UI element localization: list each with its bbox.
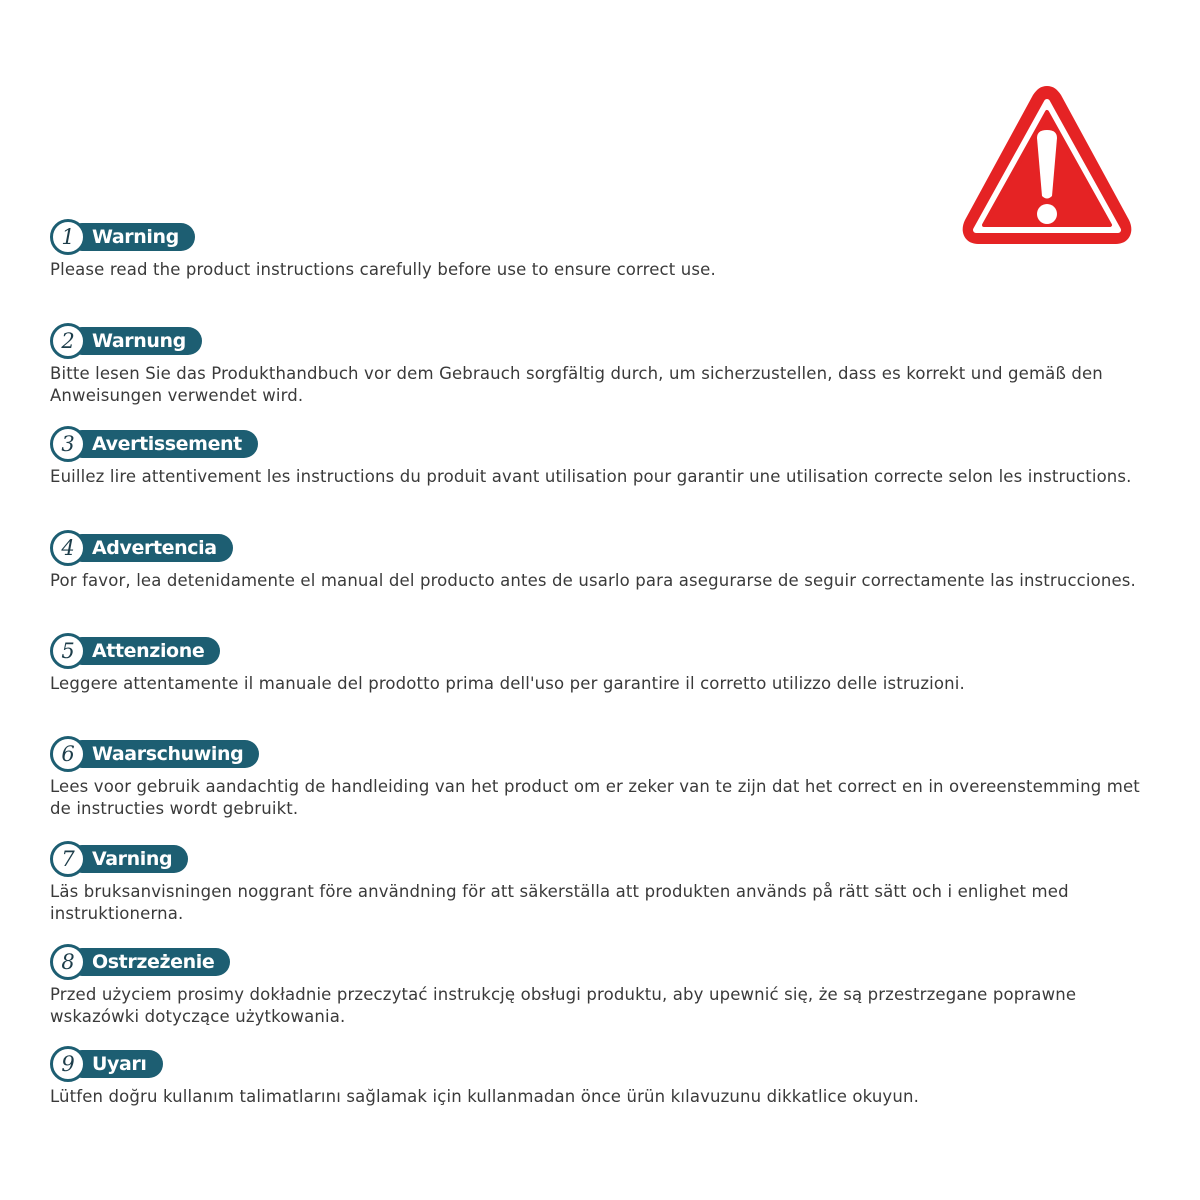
section-badge [50, 841, 1160, 877]
section-number: 6 [61, 741, 75, 766]
warning-section-8 [50, 944, 1160, 1028]
section-badge [50, 736, 1160, 772]
title-pill [68, 637, 220, 665]
warning-section-5 [50, 633, 1160, 695]
section-text: Leggere attentamente il manuale del prodotto prima dell'uso per garantire il corretto utilizzo delle istruzioni. [50, 674, 965, 693]
number-circle [50, 219, 86, 255]
section-title: Avertissement [92, 433, 242, 455]
warning-section-6 [50, 736, 1160, 820]
title-pill [68, 430, 258, 458]
section-title: Warnung [92, 330, 186, 352]
number-circle [50, 1046, 86, 1082]
number-circle [50, 530, 86, 566]
number-circle [50, 841, 86, 877]
section-text: Lees voor gebruik aandachtig de handleiding van het product om er zeker van te zijn dat het correct en in overeenstemming met de instructies wordt gebruikt. [50, 777, 1140, 818]
section-text: Por favor, lea detenidamente el manual del producto antes de usarlo para asegurarse de seguir correctamente las instrucciones. [50, 571, 1136, 590]
number-circle [50, 944, 86, 980]
section-badge [50, 944, 1160, 980]
section-title: Waarschuwing [92, 743, 244, 765]
section-badge [50, 530, 1160, 566]
section-number: 7 [61, 846, 75, 871]
warning-section-7 [50, 841, 1160, 925]
section-number: 4 [61, 535, 75, 560]
title-pill [68, 223, 195, 251]
section-number: 3 [61, 431, 75, 456]
section-number: 8 [61, 949, 75, 974]
section-number: 9 [61, 1051, 75, 1076]
section-number: 5 [61, 638, 75, 663]
section-title: Varning [92, 848, 173, 870]
section-title: Uyarı [92, 1053, 147, 1075]
section-badge [50, 1046, 1160, 1082]
section-badge [50, 633, 1160, 669]
section-text: Bitte lesen Sie das Produkthandbuch vor dem Gebrauch sorgfältig durch, um sicherzustellen, dass es korrekt und gemäß den Anweisungen verwendet wird. [50, 364, 1103, 405]
section-badge [50, 426, 1160, 462]
section-badge [50, 323, 1160, 359]
section-badge [50, 219, 1160, 255]
section-text: Please read the product instructions carefully before use to ensure correct use. [50, 260, 716, 279]
section-text: Przed użyciem prosimy dokładnie przeczytać instrukcję obsługi produktu, aby upewnić się, że są przestrzegane poprawne wskazówki dotyczące użytkowania. [50, 985, 1077, 1026]
title-pill [68, 534, 233, 562]
title-pill [68, 948, 230, 976]
number-circle [50, 426, 86, 462]
number-circle [50, 323, 86, 359]
number-circle [50, 736, 86, 772]
warning-section-2 [50, 323, 1160, 407]
section-title: Ostrzeżenie [92, 951, 215, 973]
section-number: 2 [61, 328, 75, 353]
title-pill [68, 740, 259, 768]
section-title: Warning [92, 226, 179, 248]
warning-section-9 [50, 1046, 1160, 1108]
warning-section-3 [50, 426, 1160, 488]
section-number: 1 [61, 224, 75, 249]
section-title: Attenzione [92, 640, 205, 662]
title-pill [68, 327, 202, 355]
warning-section-1 [50, 219, 1160, 281]
section-text: Lütfen doğru kullanım talimatlarını sağlamak için kullanmadan önce ürün kılavuzunu dikkatlice okuyun. [50, 1087, 919, 1106]
number-circle [50, 633, 86, 669]
section-title: Advertencia [92, 537, 217, 559]
warning-section-4 [50, 530, 1160, 592]
section-text: Euillez lire attentivement les instructions du produit avant utilisation pour garantir une utilisation correcte selon les instructions. [50, 467, 1132, 486]
section-text: Läs bruksanvisningen noggrant före användning för att säkerställa att produkten används på rätt sätt och i enlighet med instruktionerna. [50, 882, 1069, 923]
title-pill [68, 845, 188, 873]
